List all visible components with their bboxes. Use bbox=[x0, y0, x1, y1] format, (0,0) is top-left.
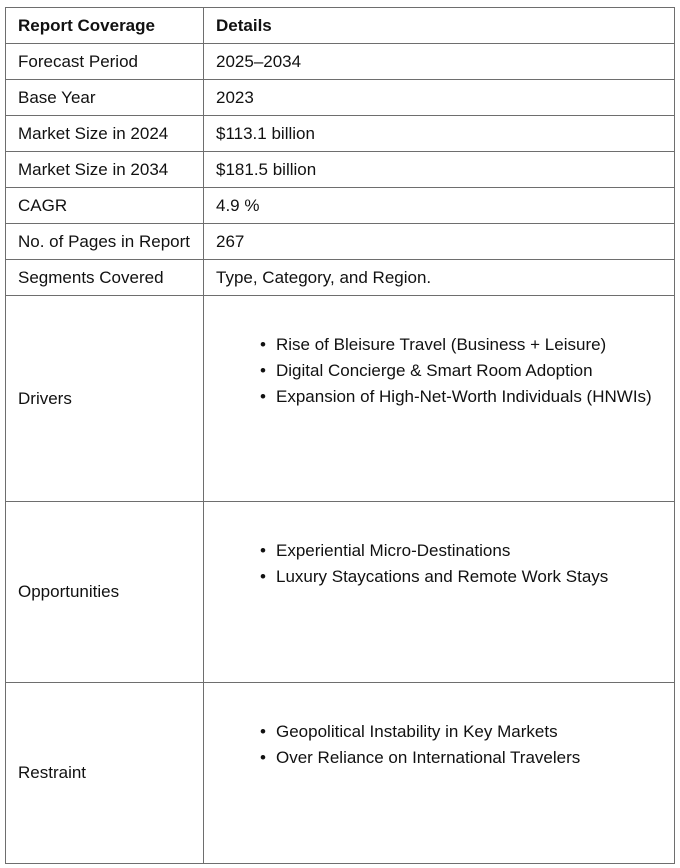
row-value-forecast-period: 2025–2034 bbox=[204, 44, 675, 80]
report-coverage-table bbox=[5, 7, 675, 864]
row-label-forecast-period: Forecast Period bbox=[6, 44, 204, 80]
table-row bbox=[6, 260, 675, 296]
row-value-base-year: 2023 bbox=[204, 80, 675, 116]
table-row bbox=[6, 116, 675, 152]
table-row bbox=[6, 224, 675, 260]
drivers-detail-cell bbox=[204, 296, 675, 502]
list-item: • Rise of Bleisure Travel (Business + Leisure) bbox=[276, 332, 674, 358]
header-report-coverage: Report Coverage bbox=[6, 8, 204, 44]
table-row-drivers bbox=[6, 296, 675, 502]
row-label-drivers: Drivers bbox=[6, 296, 204, 502]
list-item: • Geopolitical Instability in Key Markets bbox=[276, 719, 674, 745]
row-label-market-size-2034: Market Size in 2034 bbox=[6, 152, 204, 188]
row-label-pages: No. of Pages in Report bbox=[6, 224, 204, 260]
row-label-segments: Segments Covered bbox=[6, 260, 204, 296]
list-item: • Experiential Micro-Destinations bbox=[276, 538, 674, 564]
table-header-row bbox=[6, 8, 675, 44]
table-row bbox=[6, 188, 675, 224]
table-row-opportunities bbox=[6, 502, 675, 683]
list-item: • Over Reliance on International Travelers bbox=[276, 745, 674, 771]
opportunities-detail-cell bbox=[204, 502, 675, 683]
table-row bbox=[6, 44, 675, 80]
row-label-cagr: CAGR bbox=[6, 188, 204, 224]
row-value-pages: 267 bbox=[204, 224, 675, 260]
drivers-bullet-list bbox=[216, 296, 674, 410]
header-details: Details bbox=[204, 8, 675, 44]
row-label-restraint: Restraint bbox=[6, 683, 204, 864]
row-label-base-year: Base Year bbox=[6, 80, 204, 116]
restraint-detail-cell bbox=[204, 683, 675, 864]
list-item: • Digital Concierge & Smart Room Adoption bbox=[276, 358, 674, 384]
table-row bbox=[6, 80, 675, 116]
table-row bbox=[6, 152, 675, 188]
table-row-restraint bbox=[6, 683, 675, 864]
row-value-segments: Type, Category, and Region. bbox=[204, 260, 675, 296]
row-label-opportunities: Opportunities bbox=[6, 502, 204, 683]
list-item: • Expansion of High-Net-Worth Individuals (HNWIs) bbox=[276, 384, 674, 410]
opportunities-bullet-list bbox=[216, 502, 674, 590]
row-value-market-size-2024: $113.1 billion bbox=[204, 116, 675, 152]
restraint-bullet-list bbox=[216, 683, 674, 771]
row-value-cagr: 4.9 % bbox=[204, 188, 675, 224]
row-value-market-size-2034: $181.5 billion bbox=[204, 152, 675, 188]
list-item: • Luxury Staycations and Remote Work Stays bbox=[276, 564, 674, 590]
row-label-market-size-2024: Market Size in 2024 bbox=[6, 116, 204, 152]
